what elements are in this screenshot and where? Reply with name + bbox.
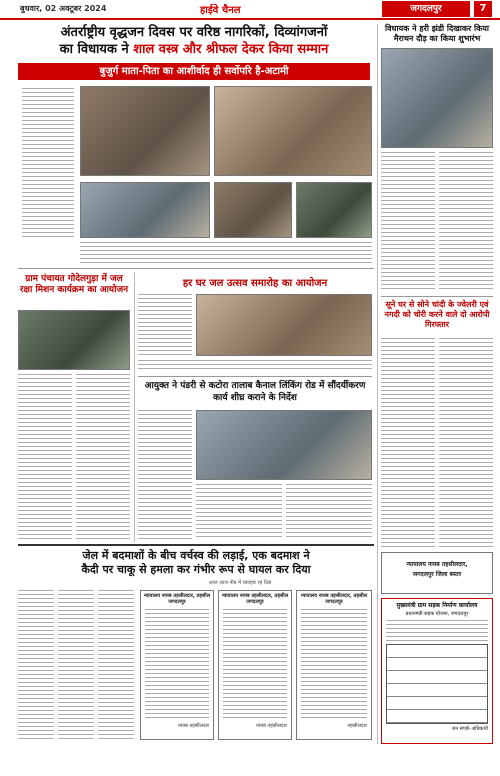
masthead: [0, 0, 500, 20]
lead-headline: [18, 24, 370, 58]
bottom-headline-line1: जेल में बदमाशों के बीच वर्चस्व की लड़ाई, एक बदमाश ने: [82, 549, 310, 562]
notice-sign: नायब तहसीलदार: [178, 723, 209, 729]
center-mid-headline: हर घर जल उत्सव समारोह का आयोजन: [182, 278, 328, 289]
notice-body: [223, 609, 287, 721]
edition-city: जगदलपुर: [382, 1, 470, 17]
left-mid-text-col1: [18, 374, 72, 539]
right-top-photo: [381, 48, 493, 148]
bottom-headline: [18, 549, 374, 577]
notice-body: [301, 609, 367, 721]
newspaper-brand: हाईवे चैनल: [200, 5, 241, 16]
right-top-text-col1: [381, 152, 435, 292]
tender-table: [386, 644, 488, 724]
bottom-headline-line2: कैदी पर चाकू से हमला कर गंभीर रूप से घायल कर दिया: [81, 563, 311, 576]
center-lower-text-col2: [196, 484, 282, 540]
tender-ad-title: मुख्यमंत्री ग्राम सड़क निर्माण कार्यालय: [396, 602, 478, 609]
bottom-text-col3: [98, 590, 134, 740]
page-number: 7: [474, 1, 492, 17]
legal-notice-2: [218, 590, 292, 740]
left-mid-headline: ग्राम पंचायत गोदेलगुड़ा में जल रक्षा मिशन कार्यक्रम का आयोजन: [19, 274, 129, 295]
tender-footer: जन संपर्क अधिकारी: [451, 726, 488, 732]
center-lower-headline: आयुक्त ने पंडरी से कटोरा तालाब कैनाल लिंकिंग रोड में सौंदर्यीकरण कार्य शीघ्र कराने के निर्देश: [144, 381, 366, 403]
divider: [18, 268, 374, 269]
lead-photo-2: [214, 86, 372, 176]
notice-sign: नायब तहसीलदार: [256, 723, 287, 729]
issue-date: बुधवार, 02 अक्टूबर 2024: [20, 4, 107, 13]
tender-header-box: [381, 552, 493, 594]
lead-body-text: [80, 242, 372, 264]
tender-ad: [381, 598, 493, 744]
tender-ad-sub: प्रधानमंत्री सड़क योजना, जगदलपुर: [405, 611, 469, 617]
center-mid-photo: [196, 294, 372, 356]
right-mid-text-col1: [381, 338, 435, 548]
lead-headline-line1: अंतर्राष्ट्रीय वृद्धजन दिवस पर वरिष्ठ नागरिकों, दिव्यांगजनों: [60, 25, 328, 40]
bottom-text-col1: [18, 590, 54, 740]
center-lower-text-col3: [286, 484, 372, 540]
legal-notice-1: [140, 590, 214, 740]
lead-photo-4: [214, 182, 292, 238]
right-top-headline: विधायक ने हरी झंडी दिखाकर किया मैराथन दौड़ का किया शुभारंभ: [385, 24, 489, 43]
column-divider: [134, 272, 135, 542]
notice-body: [145, 609, 209, 721]
right-top-text-col2: [439, 152, 493, 292]
center-lower-photo: [196, 410, 372, 480]
divider: [138, 376, 372, 377]
tender-ad-body: [386, 620, 488, 642]
divider: [381, 296, 493, 297]
bottom-text-col2: [58, 590, 94, 740]
lead-headline-red: शाल वस्त्र और श्रीफल देकर किया सम्मान: [133, 42, 329, 57]
left-mid-text-col2: [76, 374, 130, 539]
tender-head2: जगदलपुर जिला बस्तर: [412, 571, 462, 578]
notice-title: न्यायालय नायब तहसीलदार, तहसील जगदलपुर: [300, 593, 368, 605]
bottom-dateline: आज आज नीय में व्यवहार रह दिसं: [208, 580, 272, 586]
left-mid-photo: [18, 310, 130, 370]
lead-photo-5: [296, 182, 372, 238]
tender-head1: न्यायालय नायब तहसीलदार,: [406, 561, 468, 568]
lead-column-text: [22, 88, 74, 238]
lead-headline-black: का विधायक ने: [59, 42, 129, 57]
notice-title: न्यायालय नायब तहसीलदार, तहसील जगदलपुर: [143, 593, 211, 605]
right-mid-text-col2: [439, 338, 493, 548]
center-lower-text-col1: [138, 410, 192, 540]
column-divider: [377, 24, 378, 744]
center-mid-text-col1: [138, 294, 192, 356]
divider: [18, 544, 374, 546]
lead-photo-1: [80, 86, 210, 176]
notice-title: न्यायालय नायब तहसीलदार, तहसील जगदलपुर: [221, 593, 289, 605]
lead-headline-line2: [18, 41, 370, 58]
legal-notice-3: [296, 590, 372, 740]
right-mid-headline: सूने घर से सोने चांदी के ज्वेलरी एवं नगदी को चोरी करने वाले दो आरोपी गिरफ्तार: [384, 300, 490, 329]
center-mid-text-row: [138, 360, 372, 372]
lead-photo-3: [80, 182, 210, 238]
notice-sign: तहसीलदार: [347, 723, 367, 729]
lead-subhead: बुजुर्ग माता-पिता का आशीर्वाद ही सर्वोपरि है-अटामी: [18, 63, 370, 80]
